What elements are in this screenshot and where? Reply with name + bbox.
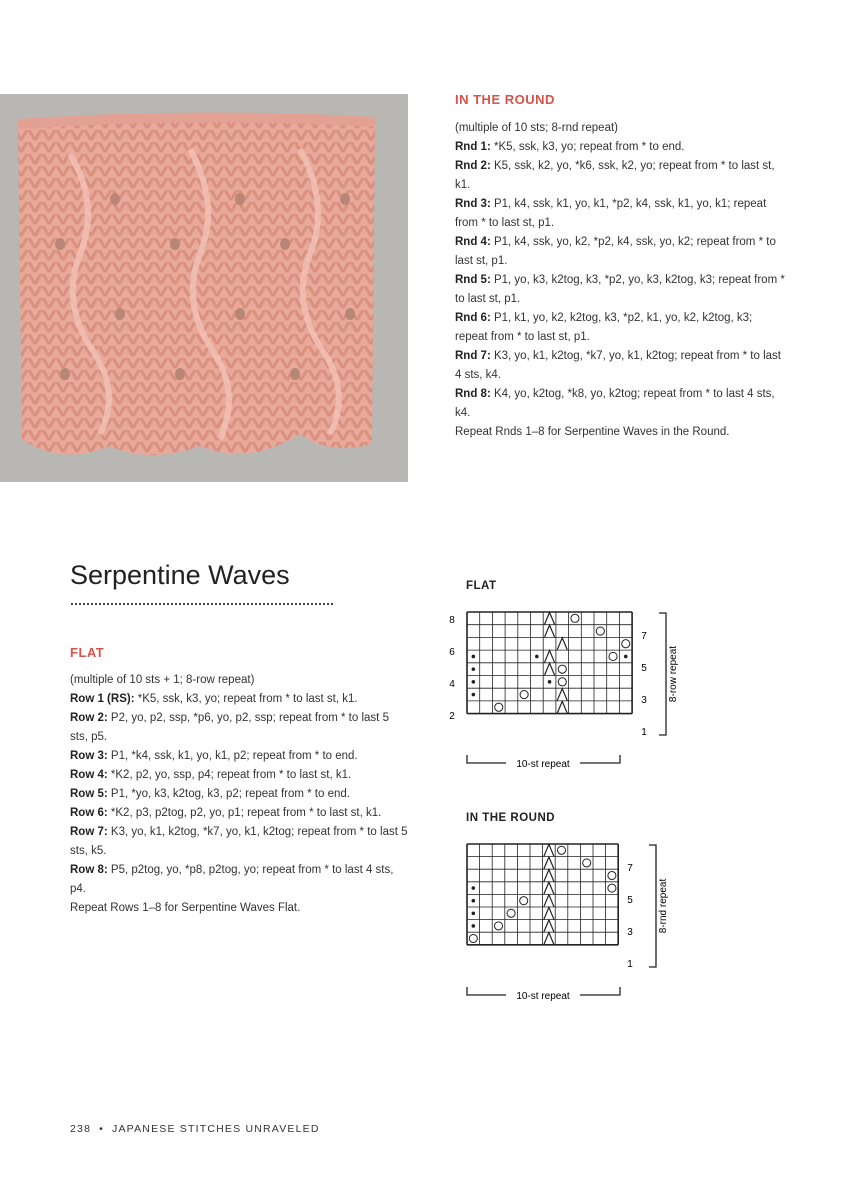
title-divider <box>71 601 333 605</box>
flat-right-number: 7 <box>641 631 647 642</box>
yarn-over-symbol <box>520 690 528 698</box>
decrease-symbol <box>557 638 567 650</box>
round-stitch-repeat-label: 10-st repeat <box>516 991 570 1002</box>
yarn-over-symbol <box>558 678 566 686</box>
purl-symbol <box>472 655 476 659</box>
round-closing: Repeat Rnds 1–8 for Serpentine Waves in the Round. <box>455 426 730 438</box>
flat-row: Row 1 (RS): *K5, ssk, k3, yo; repeat from * to last st, k1. <box>70 693 358 705</box>
decrease-symbol <box>544 857 554 869</box>
round-chart <box>440 837 700 1017</box>
page-number: 238 <box>70 1123 92 1135</box>
yarn-over-symbol <box>571 614 579 622</box>
decrease-symbol <box>545 612 555 624</box>
decrease-symbol <box>544 882 554 894</box>
yarn-over-symbol <box>495 703 503 711</box>
round-right-number: 7 <box>627 863 633 874</box>
flat-row: Row 7: K3, yo, k1, k2tog, *k7, yo, k1, k2tog; repeat from * to last 5 sts, k5. <box>70 826 408 857</box>
flat-left-number: 4 <box>449 679 455 690</box>
purl-symbol <box>472 693 476 697</box>
round-row: Rnd 6: P1, k1, yo, k2, k2tog, k3, *p2, k1, yo, k2, k2tog, k3; repeat from * to last st, p1. <box>455 312 753 343</box>
round-row-bracket <box>649 845 656 967</box>
round-row: Rnd 2: K5, ssk, k2, yo, *k6, ssk, k2, yo; repeat from * to last st, k1. <box>455 160 775 191</box>
yarn-over-symbol <box>558 665 566 673</box>
round-repeat-label: 8-rnd repeat <box>658 878 669 934</box>
round-right-number: 1 <box>627 959 633 970</box>
round-row: Rnd 7: K3, yo, k1, k2tog, *k7, yo, k1, k2tog; repeat from * to last 4 sts, k4. <box>455 350 781 381</box>
decrease-symbol <box>545 625 555 637</box>
yarn-over-symbol <box>622 640 630 648</box>
flat-row: Row 3: P1, *k4, ssk, k1, yo, k1, p2; repeat from * to end. <box>70 750 358 762</box>
round-chart-grid <box>467 844 618 945</box>
footer-separator: • <box>99 1123 105 1135</box>
yarn-over-symbol <box>494 922 502 930</box>
yarn-over-symbol <box>520 897 528 905</box>
flat-row: Row 8: P5, p2tog, yo, *p8, p2tog, yo; repeat from * to last 4 sts, p4. <box>70 864 394 895</box>
decrease-symbol <box>544 907 554 919</box>
swatch-photo <box>0 94 408 482</box>
purl-symbol <box>472 924 476 928</box>
flat-row: Row 4: *K2, p2, yo, ssp, p4; repeat from * to last st, k1. <box>70 769 352 781</box>
decrease-symbol <box>557 701 567 713</box>
flat-chart-label: FLAT <box>466 580 497 592</box>
flat-closing: Repeat Rows 1–8 for Serpentine Waves Flat. <box>70 902 301 914</box>
round-row: Rnd 1: *K5, ssk, k3, yo; repeat from * to end. <box>455 141 685 153</box>
decrease-symbol <box>545 663 555 675</box>
flat-row: Row 2: P2, yo, p2, ssp, *p6, yo, p2, ssp; repeat from * to last 5 sts, p5. <box>70 712 389 743</box>
purl-symbol <box>472 667 476 671</box>
page-footer <box>70 1123 320 1135</box>
flat-row: Row 5: P1, *yo, k3, k2tog, k3, p2; repeat from * to end. <box>70 788 350 800</box>
round-chart-label: IN THE ROUND <box>466 812 556 824</box>
decrease-symbol <box>557 689 567 701</box>
yarn-over-symbol <box>507 909 515 917</box>
yarn-over-symbol <box>608 871 616 879</box>
book-title: JAPANESE STITCHES UNRAVELED <box>112 1123 320 1135</box>
flat-row-bracket <box>659 613 666 735</box>
flat-row: Row 6: *K2, p3, p2tog, p2, yo, p1; repeat from * to last st, k1. <box>70 807 382 819</box>
decrease-symbol <box>544 844 554 856</box>
flat-heading: FLAT <box>70 645 105 660</box>
flat-chart <box>440 605 700 785</box>
flat-left-number: 8 <box>449 615 455 626</box>
round-instructions <box>455 119 785 442</box>
decrease-symbol <box>544 933 554 945</box>
flat-intro: (multiple of 10 sts + 1; 8-row repeat) <box>70 674 255 686</box>
round-heading: IN THE ROUND <box>455 92 555 107</box>
purl-symbol <box>548 680 552 684</box>
purl-symbol <box>535 655 539 659</box>
yarn-over-symbol <box>608 884 616 892</box>
round-row: Rnd 3: P1, k4, ssk, k1, yo, k1, *p2, k4, ssk, k1, yo, k1; repeat from * to last st, p1. <box>455 198 767 229</box>
decrease-symbol <box>544 870 554 882</box>
purl-symbol <box>472 680 476 684</box>
flat-right-number: 5 <box>641 663 647 674</box>
pattern-title: Serpentine Waves <box>70 560 290 590</box>
yarn-over-symbol <box>469 934 477 942</box>
decrease-symbol <box>544 920 554 932</box>
round-row: Rnd 8: K4, yo, k2tog, *k8, yo, k2tog; repeat from * to last 4 sts, k4. <box>455 388 775 419</box>
decrease-symbol <box>544 895 554 907</box>
flat-left-number: 2 <box>449 711 455 722</box>
yarn-over-symbol <box>609 652 617 660</box>
flat-left-number: 6 <box>449 647 455 658</box>
flat-right-number: 3 <box>641 695 647 706</box>
round-row: Rnd 5: P1, yo, k3, k2tog, k3, *p2, yo, k3, k2tog, k3; repeat from * to last st, p1. <box>455 274 785 305</box>
round-intro: (multiple of 10 sts; 8-rnd repeat) <box>455 122 618 134</box>
purl-symbol <box>624 655 628 659</box>
round-right-number: 5 <box>627 895 633 906</box>
purl-symbol <box>472 912 476 916</box>
flat-stitch-repeat-label: 10-st repeat <box>516 759 570 770</box>
yarn-over-symbol <box>557 846 565 854</box>
flat-instructions <box>70 671 410 918</box>
purl-symbol <box>472 899 476 903</box>
yarn-over-symbol <box>583 859 591 867</box>
round-row: Rnd 4: P1, k4, ssk, yo, k2, *p2, k4, ssk, yo, k2; repeat from * to last st, p1. <box>455 236 776 267</box>
decrease-symbol <box>545 650 555 662</box>
purl-symbol <box>472 886 476 890</box>
round-right-number: 3 <box>627 927 633 938</box>
yarn-over-symbol <box>596 627 604 635</box>
flat-right-number: 1 <box>641 727 647 738</box>
flat-repeat-label: 8-row repeat <box>668 645 679 703</box>
